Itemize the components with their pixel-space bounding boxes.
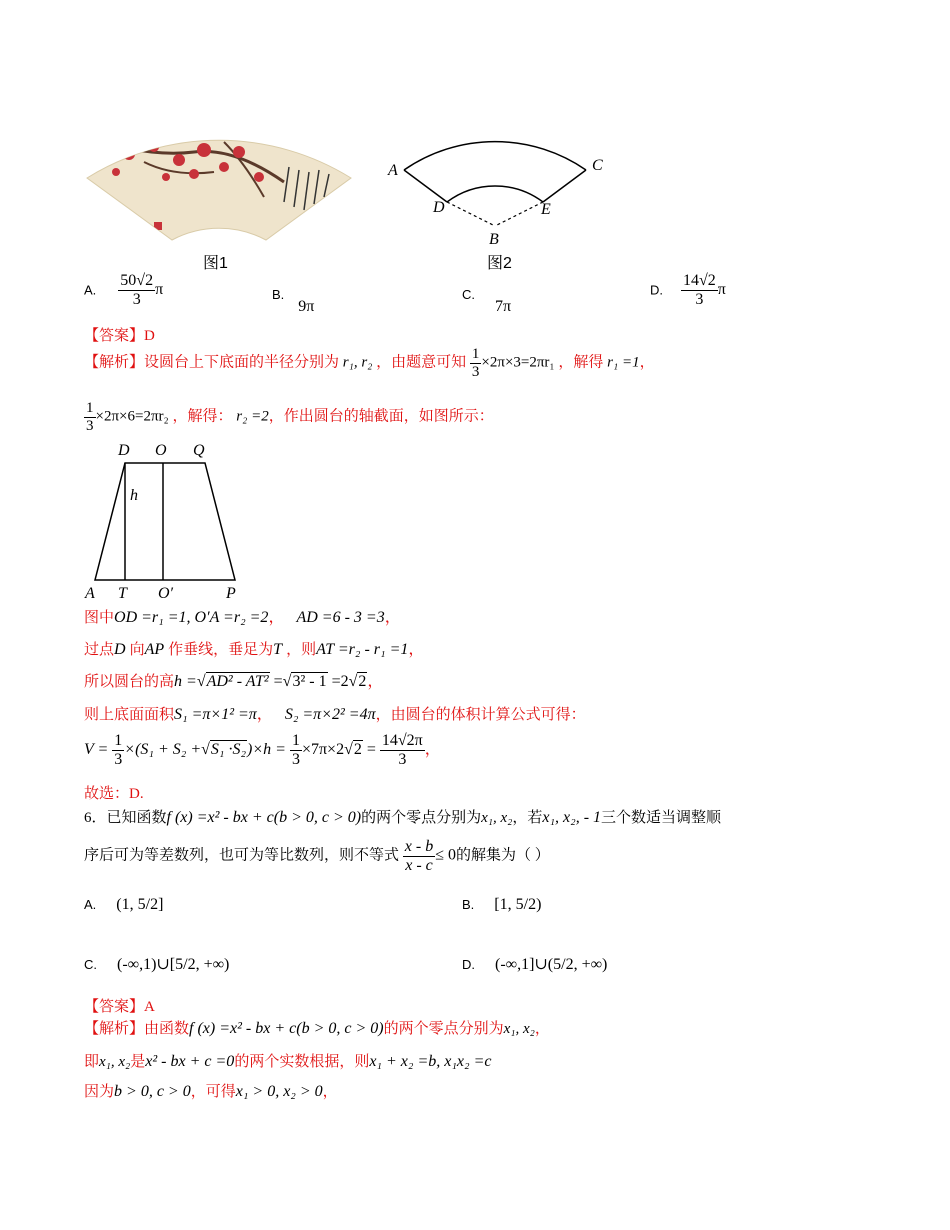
q6-analysis-line2: 即x₁, x₂是x² - bx + c =0的两个实数根据，则x₁ + x₂ =b, x₁x₂ =c (84, 1053, 492, 1070)
label-a: A (85, 585, 95, 602)
label-e: E (541, 201, 551, 218)
dash-db (447, 202, 495, 226)
q5-analysis-line1: 【解析】设圆台上下底面的半径分别为 r₁, r₂ ，由题意可知 $\frac{1}{3}$ ×2π×3=2πr₁ ，解得 r₁ =1， (84, 346, 655, 380)
fan-painting-figure (84, 122, 354, 244)
label-o: O (155, 442, 167, 459)
q5-line5: 所以圆台的高h =√AD² - AT² =√3² - 1 =2√2， (84, 673, 384, 690)
blossom (197, 143, 211, 157)
q6-analysis-line3: 因为b > 0, c > 0，可得x₁ > 0, x₂ > 0， (84, 1083, 338, 1100)
inner-arc (447, 186, 543, 202)
q6-option-b: B. [1, 5/2) (462, 896, 542, 913)
blossom (149, 142, 159, 152)
q5-answer: 【答案】D (84, 328, 155, 344)
q5-line6: 则上底面面积S₁ =π×1² =π， S₂ =π×2² =4π，由圆台的体积计算公式可得： (84, 706, 586, 723)
q5-line3: 图中OD =r₁ =1, O′A =r₂ =2， AD =6 - 3 =3， (84, 609, 401, 626)
q6-analysis-line1: 【解析】由函数f (x) =x² - bx + c(b > 0, c > 0)的两个零点分别为x₁, x₂， (84, 1020, 550, 1037)
edge-ce (543, 170, 586, 202)
blossom (112, 168, 120, 176)
q6-option-a: A. (1, 5/2] (84, 896, 164, 913)
q5-analysis-line2: $\frac{1}{3}$ ×2π×6=2πr₂ ，解得： r₂ =2，作出圆台的轴截面，如图所示： (86, 400, 494, 434)
blossom (162, 173, 170, 181)
q6-answer: 【答案】A (84, 999, 155, 1015)
q6-option-d: D. (-∞,1]∪(5/2, +∞) (462, 956, 608, 973)
blossom (189, 169, 199, 179)
blossom (219, 162, 229, 172)
blossom (233, 146, 245, 158)
label-c: C (592, 157, 603, 174)
seal (154, 222, 162, 230)
label-o-prime: O′ (158, 585, 174, 602)
blossom (254, 172, 264, 182)
annular-sector-figure (380, 110, 620, 250)
label-a: A (388, 162, 398, 179)
label-b: B (489, 231, 499, 248)
q6-option-c: C. (-∞,1)∪[5/2, +∞) (84, 956, 230, 973)
blossom (173, 154, 185, 166)
edge-ad (404, 170, 447, 202)
trapezoid (95, 463, 235, 580)
label-h: h (130, 487, 138, 504)
q5-line7: V = $\frac{1}{3}$ ×(S₁ + S₂ +√S₁ ·S₂)×h = $\frac{1}{3}$ ×7π×2√2 = $\frac{14√2\pi}{3}$ ， (84, 732, 441, 768)
q6-line1: 6．已知函数f (x) =x² - bx + c(b > 0, c > 0)的两个零点分别为x₁, x₂，若x₁, x₂, - 1三个数适当调整顺 (84, 809, 722, 826)
q5-option-c: C. 7π (462, 287, 512, 315)
label-q: Q (193, 442, 205, 459)
label-d: D (118, 442, 130, 459)
fig1-caption: 图1 (203, 255, 228, 272)
q5-option-d: D. $\frac{14√2}{3}$ π (650, 272, 726, 308)
fig2-caption: 图2 (487, 255, 512, 272)
dash-eb (495, 202, 543, 226)
q5-line4: 过点D 向AP 作垂线，垂足为T ，则AT =r₂ - r₁ =1， (84, 641, 425, 658)
label-d: D (433, 199, 445, 216)
q5-line8: 故选：D. (84, 786, 144, 802)
label-t: T (118, 585, 127, 602)
outer-arc (404, 142, 586, 170)
q5-option-a: A. $\frac{50√2}{3}$ π (84, 272, 164, 308)
label-p: P (226, 585, 236, 602)
q5-option-b: B. 9π (272, 287, 315, 315)
trapezoid-figure (80, 438, 250, 603)
fan-shape (87, 140, 351, 240)
q6-line2: 序后可为等差数列，也可为等比数列，则不等式 $\frac{x - b}{x - c}$ ≤ 0的解集为（ ） (84, 838, 550, 874)
